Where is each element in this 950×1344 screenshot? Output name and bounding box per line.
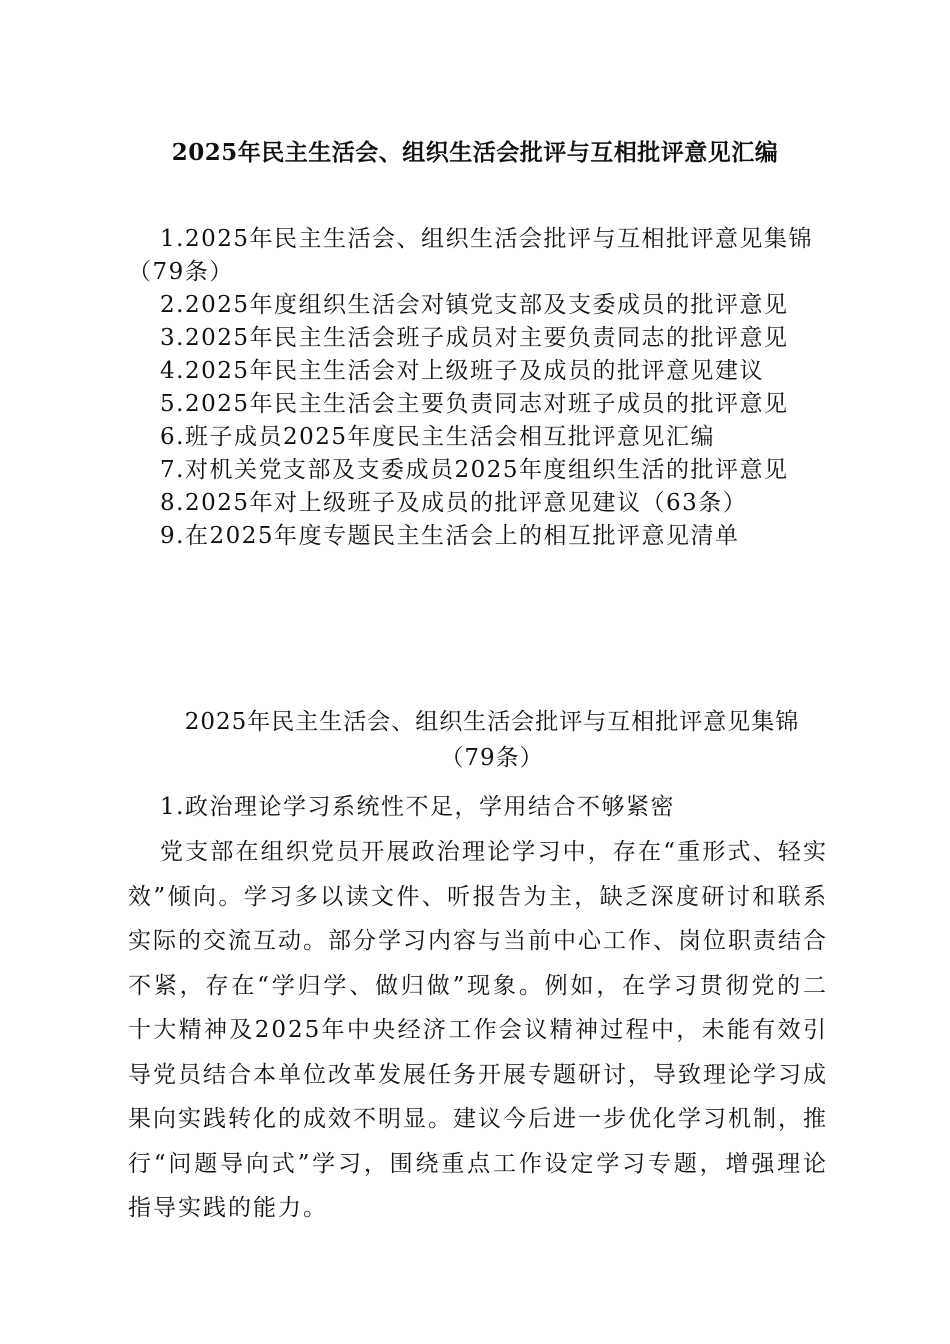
table-of-contents xyxy=(128,223,828,553)
toc-item-3: 3.2025年民主生活会班子成员对主要负责同志的批评意见 xyxy=(160,325,789,351)
toc-item-2: 2.2025年度组织生活会对镇党支部及支委成员的批评意见 xyxy=(160,292,789,318)
toc-item-6: 6.班子成员2025年度民主生活会相互批评意见汇编 xyxy=(160,424,715,450)
section-title-line1: 2025年民主生活会、组织生活会批评与互相批评意见集锦 xyxy=(184,709,800,735)
toc-item-4: 4.2025年民主生活会对上级班子及成员的批评意见建议 xyxy=(160,358,764,384)
toc-item-9: 9.在2025年度专题民主生活会上的相互批评意见清单 xyxy=(160,523,740,549)
toc-item-1: 1.2025年民主生活会、组织生活会批评与互相批评意见集锦（79条） xyxy=(128,226,813,285)
toc-item-8: 8.2025年对上级班子及成员的批评意见建议（63条） xyxy=(160,490,748,516)
toc-item-5: 5.2025年民主生活会主要负责同志对班子成员的批评意见 xyxy=(160,391,789,417)
document-title: 2025年民主生活会、组织生活会批评与互相批评意见汇编 xyxy=(171,139,779,166)
section-paragraph: 党支部在组织党员开展政治理论学习中，存在“重形式、轻实效”倾向。学习多以读文件、听报告为主，缺乏深度研讨和联系实际的交流互动。部分学习内容与当前中心工作、岗位职责结合不紧，存在“学归学、做归做”现象。例如，在学习贯彻党的二十大精神及2025年中央经济工作会议精神过程中，未能有效引导党员结合本单位改革发展任务开展专题研讨，导致理论学习成果向实践转化的成效不明显。建议今后进一步优化学习机制，推行“问题导向式”学习，围绕重点工作设定学习专题，增强理论指导实践的能力。 xyxy=(128,839,828,1221)
section-title xyxy=(0,704,950,776)
toc-item-7: 7.对机关党支部及支委成员2025年度组织生活的批评意见 xyxy=(160,457,789,483)
section-title-line2: （79条） xyxy=(440,745,544,771)
section-heading: 1.政治理论学习系统性不足，学用结合不够紧密 xyxy=(160,794,675,820)
